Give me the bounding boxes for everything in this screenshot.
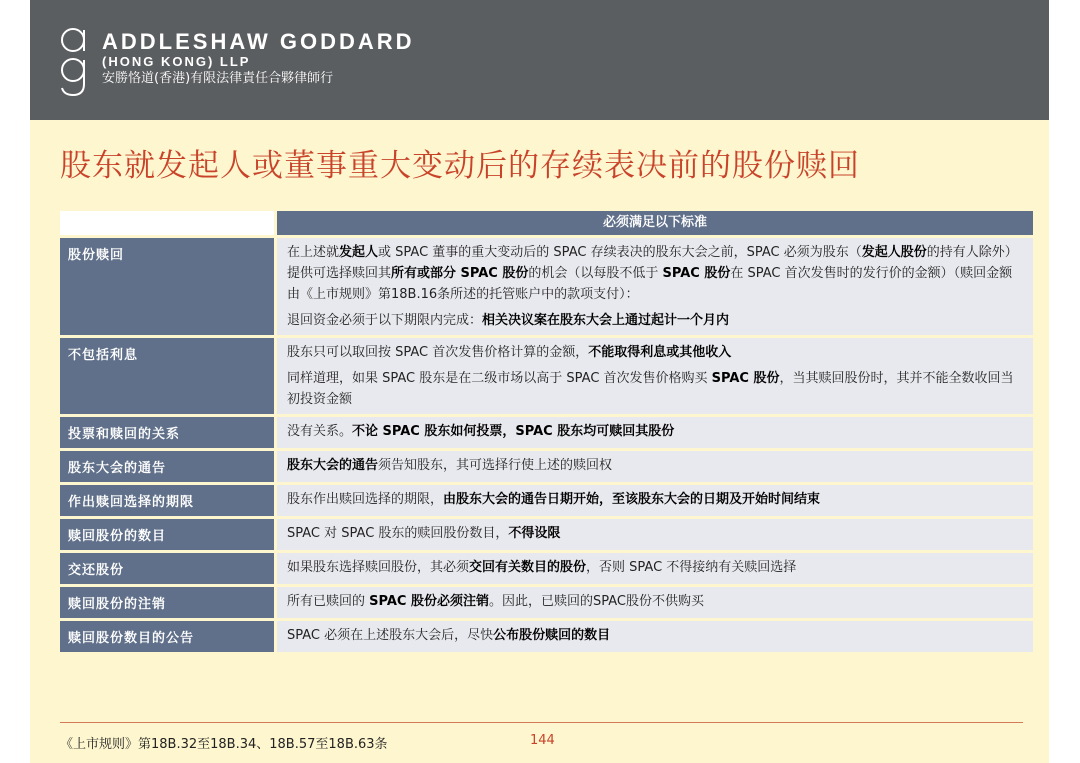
row-label: 赎回股份数目的公告 (60, 621, 277, 652)
body-text: 在 SPAC 首次发售时的发行价的金额）（赎回金额由《上市规则》第18B.16条所述的托管账户中的款项支付）： (287, 266, 1013, 302)
body-text: 如果股东选择赎回股份，其必须 (287, 560, 470, 575)
emphasis-text: SPAC 股份必须注销 (369, 594, 489, 609)
table-header-row (60, 211, 1033, 235)
emphasis-text: 不论 SPAC 股东如何投票，SPAC 股东均可赎回其股份 (352, 424, 675, 439)
body-text: 。因此，已赎回的SPAC股份不供购买 (488, 594, 704, 609)
brand-subtitle: (HONG KONG) LLP (102, 54, 251, 69)
body-text: 的持有人除外）提供可选择赎回其 (287, 245, 1018, 281)
row-label: 赎回股份的数目 (60, 519, 277, 550)
body-text: ，否则 SPAC 不得接纳有关赎回选择 (586, 560, 797, 575)
criteria-table (60, 208, 1033, 655)
row-content (277, 417, 1033, 448)
footer-divider (60, 722, 1023, 723)
emphasis-text: SPAC 股份 (711, 371, 780, 386)
table-row (60, 587, 1033, 618)
emphasis-text: 发起人 (339, 245, 379, 260)
emphasis-text: 不能取得利息或其他收入 (588, 345, 732, 360)
emphasis-text: 发起人股份 (861, 245, 927, 260)
header-bar (30, 0, 1049, 120)
row-label: 作出赎回选择的期限 (60, 485, 277, 516)
emphasis-text: SPAC 股份 (662, 266, 731, 281)
row-content (277, 451, 1033, 482)
emphasis-text: 不得设限 (508, 526, 561, 541)
row-paragraph (287, 421, 1023, 442)
row-paragraph (287, 591, 1023, 612)
body-text: 股东只可以取回按 SPAC 首次发售价格计算的金额， (287, 345, 589, 360)
table-row (60, 485, 1033, 516)
brand-chinese-name: 安勝恪道(香港)有限法律責任合夥律師行 (102, 71, 334, 86)
table-header-spacer (60, 211, 277, 235)
emphasis-text: 由股东大会的通告日期开始，至该股东大会的日期及开始时间结束 (443, 492, 821, 507)
body-text: 在上述就 (287, 245, 340, 260)
row-paragraph (287, 342, 1023, 363)
body-text: 或 SPAC 董事的重大变动后的 SPAC 存续表决的股东大会之前，SPAC 必须为股东（ (378, 245, 862, 260)
brand-block (102, 30, 415, 87)
row-label: 投票和赎回的关系 (60, 417, 277, 448)
body-text: 的机会（以每股不低于 (528, 266, 663, 281)
table-row (60, 519, 1033, 550)
table-row (60, 621, 1033, 652)
emphasis-text: 股东大会的通告 (287, 458, 379, 473)
body-text: 股东作出赎回选择的期限， (287, 492, 444, 507)
row-label: 交还股份 (60, 553, 277, 584)
body-text: 须告知股东，其可选择行使上述的赎回权 (378, 458, 613, 473)
row-content (277, 238, 1033, 335)
footer-reference: 《上市规则》第18B.32至18B.34、18B.57至18B.63条 (60, 737, 388, 752)
body-text: 同样道理，如果 SPAC 股东是在二级市场以高于 SPAC 首次发售价格购买 (287, 371, 712, 386)
row-label: 不包括利息 (60, 338, 277, 414)
emphasis-text: 所有或部分 SPAC 股份 (391, 266, 529, 281)
table-row (60, 338, 1033, 414)
table-row (60, 553, 1033, 584)
table-row (60, 238, 1033, 335)
ag-logo-icon (58, 20, 94, 98)
emphasis-text: 相关决议案在股东大会上通过起计一个月内 (482, 313, 730, 328)
row-content (277, 338, 1033, 414)
row-paragraph (287, 625, 1023, 646)
brand-name: ADDLESHAW GODDARD (102, 29, 415, 54)
slide-title: 股东就发起人或董事重大变动后的存续表决前的股份赎回 (60, 148, 860, 184)
row-content (277, 519, 1033, 550)
row-paragraph (287, 455, 1023, 476)
body-text: ，当其赎回股份时，其并不能全数收回当初投资金额 (287, 371, 1014, 407)
row-paragraph (287, 242, 1023, 305)
table-row (60, 451, 1033, 482)
row-label: 股东大会的通告 (60, 451, 277, 482)
table-header: 必须满足以下标准 (277, 211, 1033, 235)
body-text: 退回资金必须于以下期限内完成： (287, 313, 483, 328)
body-text: 没有关系。 (287, 424, 353, 439)
row-paragraph (287, 489, 1023, 510)
emphasis-text: 公布股份赎回的数目 (493, 628, 611, 643)
body-text: SPAC 必须在上述股东大会后，尽快 (287, 628, 494, 643)
row-paragraph (287, 557, 1023, 578)
table-row (60, 417, 1033, 448)
row-paragraph (287, 368, 1023, 410)
row-label: 赎回股份的注销 (60, 587, 277, 618)
row-content (277, 587, 1033, 618)
body-text: 所有已赎回的 (287, 594, 370, 609)
page-number: 144 (530, 733, 555, 748)
row-content (277, 621, 1033, 652)
row-paragraph (287, 310, 1023, 331)
row-content (277, 553, 1033, 584)
row-paragraph (287, 523, 1023, 544)
slide (30, 0, 1049, 763)
body-text: SPAC 对 SPAC 股东的赎回股份数目， (287, 526, 509, 541)
row-content (277, 485, 1033, 516)
emphasis-text: 交回有关数目的股份 (469, 560, 587, 575)
row-label: 股份赎回 (60, 238, 277, 335)
